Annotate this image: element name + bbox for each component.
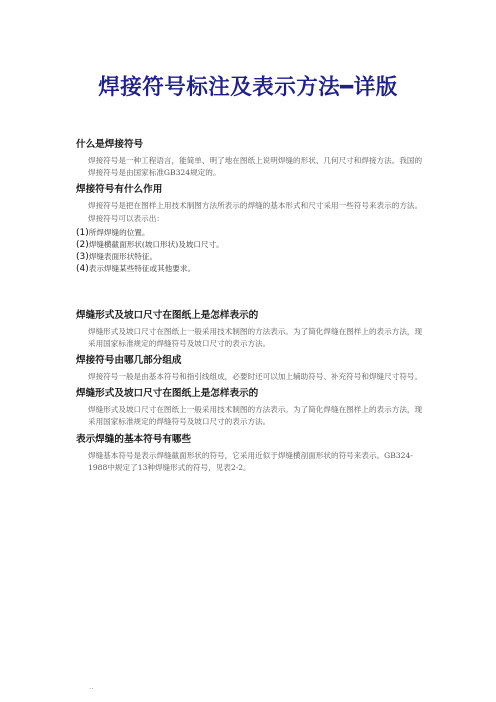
document-title: 焊接符号标注及表示方法━详版: [98, 75, 398, 100]
section-weld-form-representation-repeat: [76, 387, 428, 428]
footer-mark: ..: [89, 683, 94, 691]
section-symbol-components: [76, 354, 428, 383]
list-item: (1)所焊焊缝的位置。: [76, 227, 150, 238]
section-weld-form-representation: [76, 309, 428, 350]
list-item: (2)焊缝横截面形状(坡口形状)及坡口尺寸。: [76, 240, 224, 251]
section-paragraph: 焊接符号是一种工程语言，能简单、明了地在图纸上说明焊缝的形状、几何尺寸和焊接方法。我国的焊接符号是由国家标准GB324规定的。: [88, 156, 423, 178]
section-what-is-welding-symbol: [76, 138, 428, 179]
section-paragraph: 焊缝形式及坡口尺寸在图纸上一般采用技术制图的方法表示。为了简化焊缝在图样上的表示方法，现采用国家标准规定的焊缝符号及坡口尺寸的表示方法。: [88, 405, 423, 427]
list-item: (3)焊缝表面形状特征。: [76, 252, 158, 263]
section-basic-weld-symbols: [76, 433, 428, 474]
section-heading: 焊缝形式及坡口尺寸在图纸上是怎样表示的: [76, 388, 259, 400]
section-heading: 表示焊缝的基本符号有哪些: [76, 433, 192, 445]
section-paragraph: 焊缝形式及坡口尺寸在图纸上一般采用技术制图的方法表示。为了简化焊缝在图样上的表示方法，现采用国家标准规定的焊缝符号及坡口尺寸的表示方法。: [88, 326, 423, 348]
section-paragraph: 焊接符号是把在图样上用技术制图方法所表示的焊缝的基本形式和尺寸采用一些符号来表示的方法。焊接符号可以表示出：: [88, 201, 423, 223]
section-paragraph: 焊缝基本符号是表示焊缝截面形状的符号，它采用近似于焊缝横剖面形状的符号来表示。GB324-1988中规定了13种焊缝形式的符号，见表2-2。: [88, 450, 413, 472]
section-heading: 什么是焊接符号: [76, 139, 144, 150]
section-heading: 焊缝形式及坡口尺寸在图纸上是怎样表示的: [76, 309, 259, 321]
document-body: [76, 138, 428, 476]
section-heading: 焊接符号有什么作用: [76, 184, 163, 196]
section-paragraph: 焊接符号一般是由基本符号和指引线组成，必要时还可以加上辅助符号、补充符号和焊缝尺寸符号。: [88, 372, 423, 382]
section-symbol-purpose: [76, 183, 428, 275]
list-item: (4)表示焊缝某些特征或其他要求。: [76, 264, 196, 275]
section-heading: 焊接符号由哪几部分组成: [76, 355, 182, 367]
